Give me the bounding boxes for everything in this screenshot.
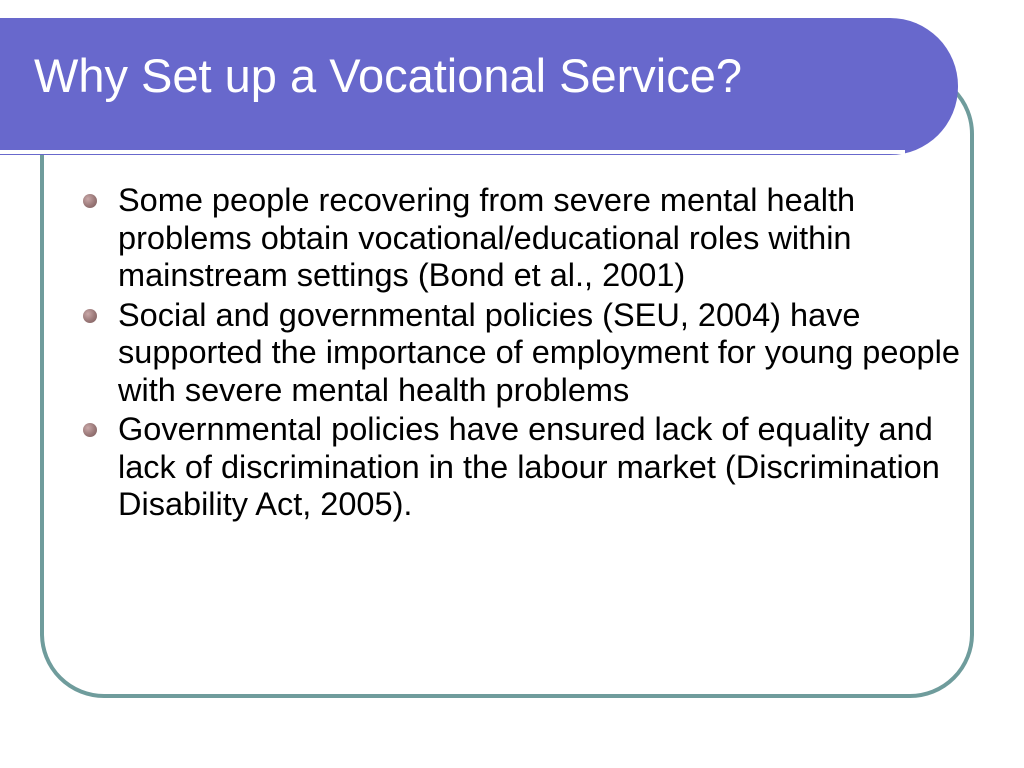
bullet-item [82,411,962,524]
bullet-dot-icon [83,194,97,208]
bullet-text: Social and governmental policies (SEU, 2004) have supported the importance of employment for young people with severe mental health problems [118,296,960,408]
slide-title: Why Set up a Vocational Service? [34,49,743,102]
bullet-list [82,182,962,526]
bullet-dot-icon [83,309,97,323]
bullet-text: Governmental policies have ensured lack of equality and lack of discrimination in the labour market (Discrimination Disability Act, 2005). [118,411,940,522]
bullet-text: Some people recovering from severe mental health problems obtain vocational/educational roles within mainstream settings (Bond et al., 2001) [118,182,856,293]
bullet-item [82,182,962,295]
bullet-item [82,297,962,410]
title-underline [0,150,905,154]
bullet-dot-icon [83,423,97,437]
